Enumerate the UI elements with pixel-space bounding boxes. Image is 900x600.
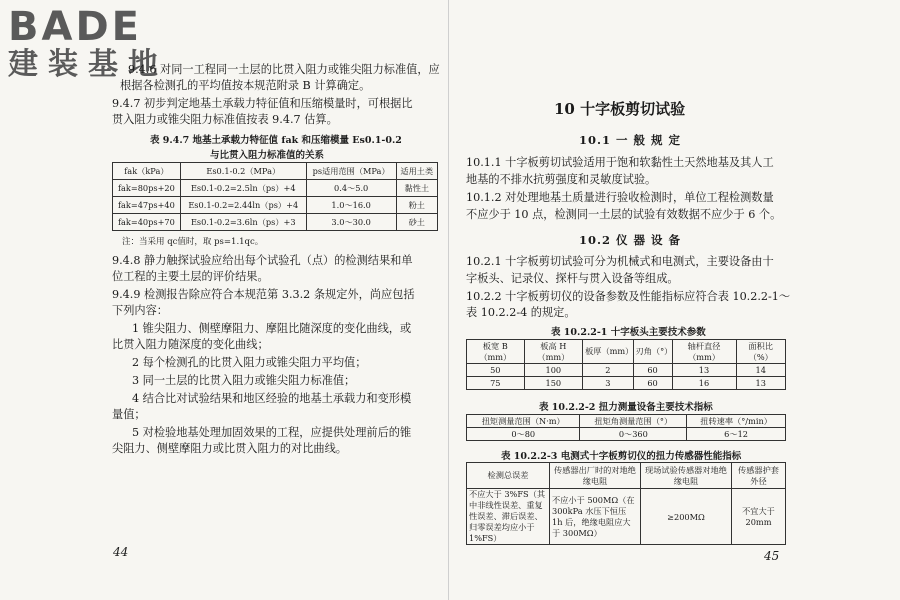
table-title: 表 10.2.2-3 电测式十字板剪切仪的扭力传感器性能指标: [501, 451, 742, 462]
text-line: 2 每个检测孔的比贯入阻力或锥尖阻力平均值；: [132, 356, 367, 369]
table-header: 扭矩角测量范围（°）: [580, 415, 687, 428]
table-header: 板宽 B（mm）: [467, 340, 525, 364]
bearing-capacity-table: [112, 162, 438, 231]
text-line: 9.4.8 静力触探试验应给出每个试验孔（点）的检测结果和单: [112, 254, 413, 267]
chapter-title: 10 十字板剪切试验: [554, 100, 686, 118]
torque-sensor-table: [466, 462, 786, 545]
table-cell: fak=40ps+70: [113, 214, 181, 231]
text-line: 比贯入阻力随深度的变化曲线；: [112, 338, 269, 351]
table-cell: 75: [467, 377, 525, 390]
table-cell: fak=80ps+20: [113, 180, 181, 197]
text-line: 量值；: [112, 408, 146, 421]
table-cell: 不宜大于 20mm: [732, 489, 786, 545]
table-title: 表 10.2.2-2 扭力测量设备主要技术指标: [539, 402, 713, 413]
logo-text-en: BADE: [8, 4, 142, 50]
page-number: 44: [113, 545, 129, 559]
table-cell: 3.0～30.0: [306, 214, 396, 231]
section-title: 10.1 一 般 规 定: [579, 133, 682, 147]
table-cell: 100: [524, 364, 583, 377]
table-cell: 50: [467, 364, 525, 377]
table-cell: Es0.1-0.2=2.5ln（ps）+4: [180, 180, 306, 197]
table-header: 板高 H（mm）: [524, 340, 583, 364]
torque-device-table: [466, 414, 786, 441]
table-header: 扭转速率（°/min）: [687, 415, 786, 428]
table-cell: 砂土: [396, 214, 437, 231]
text-line: 1 锥尖阻力、侧壁摩阻力、摩阻比随深度的变化曲线，或: [132, 322, 412, 335]
table-cell: Es0.1-0.2=2.44ln（ps）+4: [180, 197, 306, 214]
text-line: 下列内容：: [112, 304, 168, 317]
table-cell: 黏性土: [396, 180, 437, 197]
table-header: 适用土类: [396, 163, 437, 180]
vane-head-table: [466, 339, 786, 390]
right-page: [449, 0, 900, 600]
table-cell: 1.0～16.0: [306, 197, 396, 214]
table-cell: 不应小于 500MΩ（在 300kPa 水压下恒压 1h 后，绝缘电阻应大于 300MΩ）: [550, 489, 641, 545]
table-title: 表 10.2.2-1 十字板头主要技术参数: [551, 327, 706, 338]
left-page: [0, 0, 449, 600]
table-header: fak（kPa）: [113, 163, 181, 180]
table-cell: 60: [633, 364, 672, 377]
table-header: 传感器护套外径: [732, 463, 786, 489]
text-line: 9.4.7 初步判定地基土承载力特征值和压缩模量时，可根据比: [112, 97, 413, 110]
table-cell: fak=47ps+40: [113, 197, 181, 214]
table-cell: 0.4～5.0: [306, 180, 396, 197]
text-line: 贯入阻力或锥尖阻力标准值按表 9.4.7 估算。: [112, 113, 338, 126]
text-line: 5 对检验地基处理加固效果的工程，应提供处理前后的锥: [132, 426, 412, 439]
table-cell: 不应大于 3%FS（其中非线性误差、重复性误差、滞后误差、归零误差均应小于 1%FS）: [467, 489, 550, 545]
table-header: ps适用范围（MPa）: [306, 163, 396, 180]
table-cell: 13: [736, 377, 786, 390]
text-line: 地基的不排水抗剪强度和灵敏度试验。: [466, 173, 657, 186]
table-header: 传感器出厂时的对地绝缘电阻: [550, 463, 641, 489]
table-header: 刃角（°）: [633, 340, 672, 364]
table-cell: 14: [736, 364, 786, 377]
table-title: 表 9.4.7 地基土承载力特征值 fak 和压缩模量 Es0.1-0.2: [150, 135, 402, 146]
text-line: 10.2.1 十字板剪切试验可分为机械式和电测式，主要设备由十: [466, 255, 774, 268]
table-cell: 150: [524, 377, 583, 390]
text-line: 不应少于 10 点，检测同一土层的试验有效数据不应少于 6 个。: [466, 208, 782, 221]
table-cell: ≥200MΩ: [641, 489, 732, 545]
logo-text-cn: 建装基地: [8, 47, 168, 82]
table-cell: 2: [583, 364, 633, 377]
page-number: 45: [764, 549, 780, 563]
table-cell: 6～12: [687, 428, 786, 441]
table-title: 与比贯入阻力标准值的关系: [210, 150, 325, 161]
text-line: 9.4.6 对同一工程同一土层的比贯入阻力或锥尖阻力标准值，应: [128, 63, 440, 76]
text-line: 位工程的主要土层的评价结果。: [112, 270, 269, 283]
text-line: 尖阻力、侧壁摩阻力或比贯入阻力的对比曲线。: [112, 442, 347, 455]
table-header: 轴杆直径（mm）: [672, 340, 736, 364]
table-cell: 0～360: [580, 428, 687, 441]
text-line: 10.1.1 十字板剪切试验适用于饱和软黏性土天然地基及其人工: [466, 156, 774, 169]
table-cell: 粉土: [396, 197, 437, 214]
table-cell: 0～80: [467, 428, 580, 441]
text-line: 4 结合比对试验结果和地区经验的地基土承载力和变形模: [132, 392, 412, 405]
table-note: 注：当采用 qc值时，取 ps=1.1qc。: [122, 237, 264, 247]
table-cell: Es0.1-0.2=3.6ln（ps）+3: [180, 214, 306, 231]
table-header: 扭矩测量范围（N·m）: [467, 415, 580, 428]
text-line: 字板头、记录仪、探杆与贯入设备等组成。: [466, 272, 679, 285]
table-header: 面积比（%）: [736, 340, 786, 364]
section-title: 10.2 仪 器 设 备: [579, 233, 682, 247]
text-line: 3 同一土层的比贯入阻力或锥尖阻力标准值；: [132, 374, 356, 387]
table-header: 板厚（mm）: [583, 340, 633, 364]
table-header: 现场试验传感器对地绝缘电阻: [641, 463, 732, 489]
text-line: 10.2.2 十字板剪切仪的设备参数及性能指标应符合表 10.2.2-1～: [466, 290, 791, 303]
text-line: 9.4.9 检测报告除应符合本规范第 3.3.2 条规定外，尚应包括: [112, 288, 415, 301]
table-cell: 3: [583, 377, 633, 390]
text-line: 表 10.2.2-4 的规定。: [466, 306, 576, 319]
table-cell: 60: [633, 377, 672, 390]
table-header: Es0.1-0.2（MPa）: [180, 163, 306, 180]
table-header: 检测总误差: [467, 463, 550, 489]
table-cell: 13: [672, 364, 736, 377]
table-cell: 16: [672, 377, 736, 390]
text-line: 根据各检测孔的平均值按本规范附录 B 计算确定。: [120, 79, 371, 92]
text-line: 10.1.2 对处理地基土质量进行验收检测时，单位工程检测数量: [466, 191, 774, 204]
